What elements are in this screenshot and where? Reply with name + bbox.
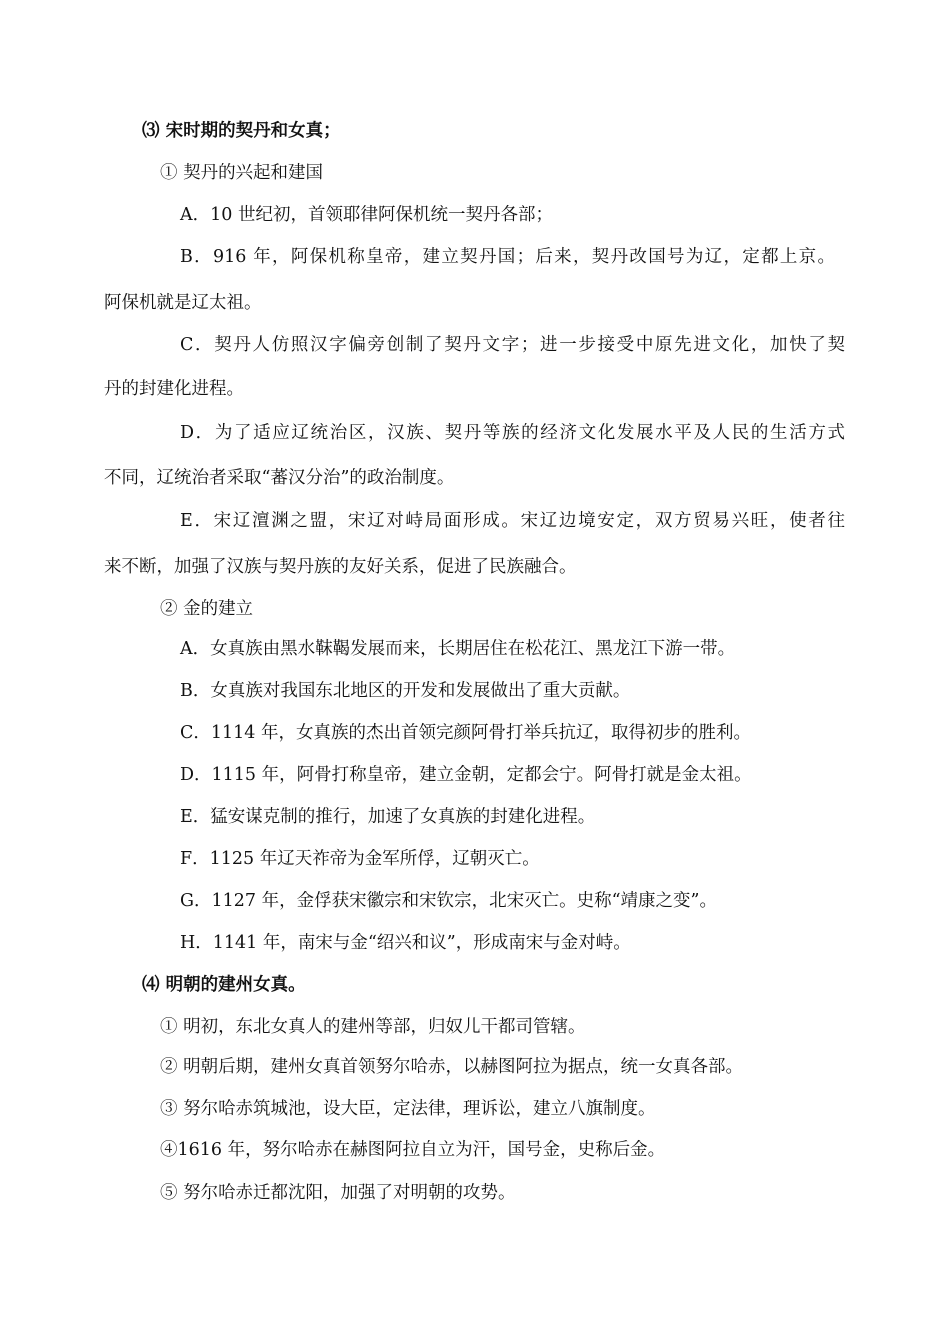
section-4-heading: ⑷ 明朝的建州女真。 xyxy=(142,975,306,995)
jianzhou-item-5: ⑤ 努尔哈赤迁都沈阳，加强了对明朝的攻势。 xyxy=(160,1183,516,1203)
jin-item-e: E．猛安谋克制的推行，加速了女真族的封建化进程。 xyxy=(180,807,596,827)
jin-item-b: B．女真族对我国东北地区的开发和发展做出了重大贡献。 xyxy=(180,681,631,701)
jianzhou-item-1: ① 明初，东北女真人的建州等部，归奴儿干都司管辖。 xyxy=(160,1017,586,1037)
khitan-item-c: C．契丹人仿照汉字偏旁创制了契丹文字；进一步接受中原先进文化，加快了契 xyxy=(180,335,845,355)
khitan-item-a: A．10 世纪初，首领耶律阿保机统一契丹各部； xyxy=(180,205,553,225)
khitan-item-d-continued: 不同，辽统治者采取“蕃汉分治”的政治制度。 xyxy=(104,468,455,488)
khitan-item-b: B．916 年，阿保机称皇帝，建立契丹国；后来，契丹改国号为辽，定都上京。 xyxy=(180,247,835,267)
jianzhou-item-2: ② 明朝后期，建州女真首领努尔哈赤，以赫图阿拉为据点，统一女真各部。 xyxy=(160,1057,744,1077)
jin-item-c: C．1114 年，女真族的杰出首领完颜阿骨打举兵抗辽，取得初步的胜利。 xyxy=(180,723,751,743)
subsection-khitan-title: ① 契丹的兴起和建国 xyxy=(160,163,324,183)
khitan-item-d: D．为了适应辽统治区，汉族、契丹等族的经济文化发展水平及人民的生活方式 xyxy=(180,423,845,443)
khitan-item-c-continued: 丹的封建化进程。 xyxy=(104,379,244,399)
jin-item-a: A．女真族由黑水靺鞨发展而来，长期居住在松花江、黑龙江下游一带。 xyxy=(180,639,736,659)
khitan-item-b-continued: 阿保机就是辽太祖。 xyxy=(104,293,262,313)
section-3-heading: ⑶ 宋时期的契丹和女真； xyxy=(142,121,341,141)
jin-item-f: F．1125 年辽天祚帝为金军所俘，辽朝灭亡。 xyxy=(180,849,540,869)
khitan-item-e-continued: 来不断，加强了汉族与契丹族的友好关系，促进了民族融合。 xyxy=(104,557,577,577)
jin-item-g: G．1127 年，金俘获宋徽宗和宋钦宗，北宋灭亡。史称“靖康之变”。 xyxy=(180,891,717,911)
jin-item-d: D．1115 年，阿骨打称皇帝，建立金朝，定都会宁。阿骨打就是金太祖。 xyxy=(180,765,752,785)
subsection-jin-title: ② 金的建立 xyxy=(160,599,254,619)
jianzhou-item-4: ④1616 年，努尔哈赤在赫图阿拉自立为汗，国号金，史称后金。 xyxy=(160,1140,666,1160)
khitan-item-e: E．宋辽澶渊之盟，宋辽对峙局面形成。宋辽边境安定，双方贸易兴旺，使者往 xyxy=(180,511,845,531)
jianzhou-item-3: ③ 努尔哈赤筑城池，设大臣，定法律，理诉讼，建立八旗制度。 xyxy=(160,1099,656,1119)
jin-item-h: H．1141 年，南宋与金“绍兴和议”，形成南宋与金对峙。 xyxy=(180,933,631,953)
